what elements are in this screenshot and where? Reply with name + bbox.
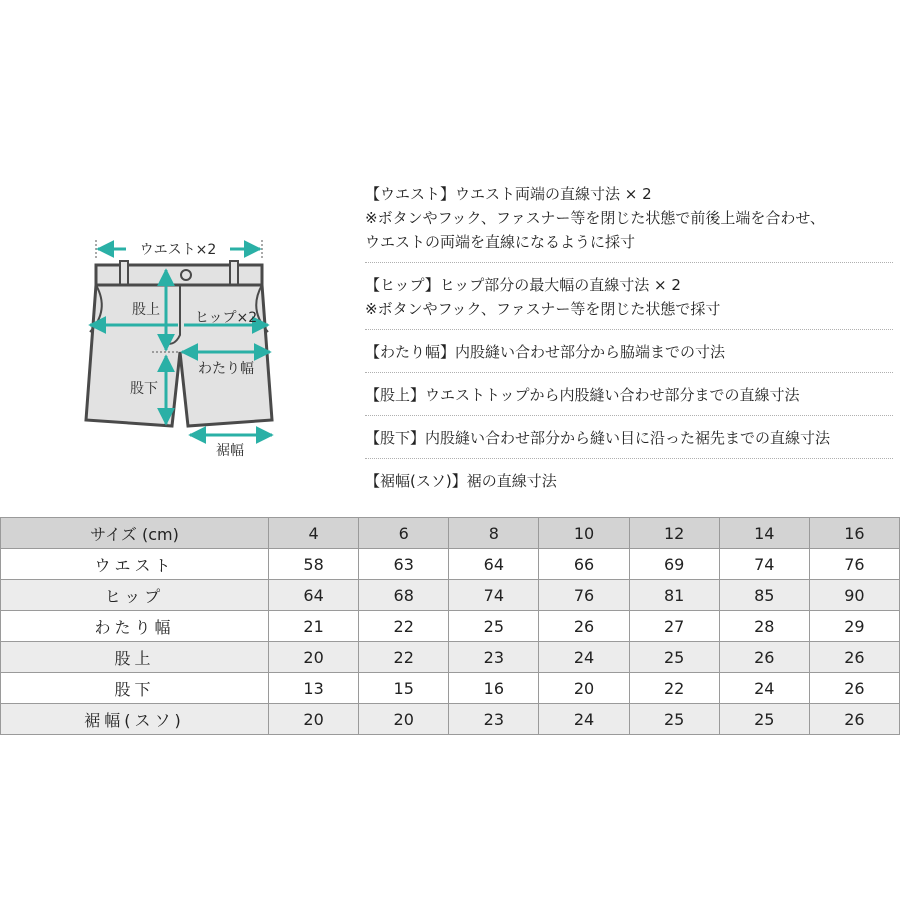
table-cell: 23 xyxy=(449,704,539,735)
header-cell: 8 xyxy=(449,518,539,549)
table-cell: 68 xyxy=(359,580,449,611)
table-cell: 13 xyxy=(269,673,359,704)
table-cell: 64 xyxy=(269,580,359,611)
table-cell: 29 xyxy=(809,611,899,642)
table-cell: 21 xyxy=(269,611,359,642)
table-cell: 20 xyxy=(539,673,629,704)
table-cell: 76 xyxy=(809,549,899,580)
row-label: わたり幅 xyxy=(1,611,269,642)
table-cell: 24 xyxy=(539,642,629,673)
table-row xyxy=(1,704,900,735)
row-label: 股上 xyxy=(1,642,269,673)
note-line: 【ウエスト】ウエスト両端の直線寸法 × 2 xyxy=(365,185,652,203)
table-cell: 64 xyxy=(449,549,539,580)
hem-label: 裾幅 xyxy=(216,443,244,459)
table-row xyxy=(1,580,900,611)
button-icon xyxy=(181,270,191,280)
note-waist xyxy=(365,180,893,263)
row-label: ヒップ xyxy=(1,580,269,611)
table-cell: 76 xyxy=(539,580,629,611)
table-cell: 20 xyxy=(269,704,359,735)
table-cell: 20 xyxy=(359,704,449,735)
table-cell: 20 xyxy=(269,642,359,673)
hip-label: ヒップ×2 xyxy=(194,310,258,326)
table-header-row xyxy=(1,518,900,549)
note-inseam xyxy=(365,424,893,459)
header-cell: サイズ (cm) xyxy=(1,518,269,549)
shorts-measurement-diagram xyxy=(70,230,290,470)
table-cell: 25 xyxy=(719,704,809,735)
table-cell: 74 xyxy=(449,580,539,611)
header-cell: 6 xyxy=(359,518,449,549)
table-cell: 26 xyxy=(539,611,629,642)
inseam-label: 股下 xyxy=(130,381,158,397)
table-cell: 27 xyxy=(629,611,719,642)
note-line: 【ヒップ】ヒップ部分の最大幅の直線寸法 × 2 xyxy=(365,276,681,294)
table-cell: 69 xyxy=(629,549,719,580)
row-label: 股下 xyxy=(1,673,269,704)
table-row xyxy=(1,673,900,704)
table-cell: 58 xyxy=(269,549,359,580)
note-rise xyxy=(365,381,893,416)
table-cell: 63 xyxy=(359,549,449,580)
header-cell: 12 xyxy=(629,518,719,549)
note-hem xyxy=(365,467,893,501)
table-cell: 81 xyxy=(629,580,719,611)
table-cell: 24 xyxy=(539,704,629,735)
note-line: 【わたり幅】内股縫い合わせ部分から脇端までの寸法 xyxy=(365,343,726,361)
note-hip xyxy=(365,271,893,330)
table-cell: 26 xyxy=(719,642,809,673)
waist-label: ウエスト×2 xyxy=(139,242,217,258)
note-thigh xyxy=(365,338,893,373)
header-cell: 16 xyxy=(809,518,899,549)
shorts-illustration xyxy=(70,230,290,470)
table-cell: 25 xyxy=(629,704,719,735)
table-cell: 16 xyxy=(449,673,539,704)
table-cell: 28 xyxy=(719,611,809,642)
table-cell: 85 xyxy=(719,580,809,611)
header-cell: 10 xyxy=(539,518,629,549)
table-cell: 24 xyxy=(719,673,809,704)
table-cell: 26 xyxy=(809,673,899,704)
note-line: ※ボタンやフック、ファスナー等を閉じた状態で採寸 xyxy=(365,300,721,318)
note-line: ※ボタンやフック、ファスナー等を閉じた状態で前後上端を合わせ、 xyxy=(365,209,825,227)
size-table xyxy=(0,517,900,735)
note-line: 【股上】ウエストトップから内股縫い合わせ部分までの直線寸法 xyxy=(365,386,800,404)
table-row xyxy=(1,611,900,642)
table-cell: 25 xyxy=(629,642,719,673)
rise-label: 股上 xyxy=(132,302,160,318)
row-label: 裾幅(スソ) xyxy=(1,704,269,735)
table-cell: 22 xyxy=(359,642,449,673)
table-cell: 74 xyxy=(719,549,809,580)
table-cell: 26 xyxy=(809,642,899,673)
table-cell: 22 xyxy=(629,673,719,704)
note-line: 【股下】内股縫い合わせ部分から縫い目に沿った裾先までの直線寸法 xyxy=(365,429,831,447)
table-cell: 90 xyxy=(809,580,899,611)
header-cell: 14 xyxy=(719,518,809,549)
thigh-label: わたり幅 xyxy=(198,361,254,377)
header-cell: 4 xyxy=(269,518,359,549)
table-cell: 26 xyxy=(809,704,899,735)
note-line: 【裾幅(スソ)】裾の直線寸法 xyxy=(365,472,557,490)
table-cell: 25 xyxy=(449,611,539,642)
table-cell: 23 xyxy=(449,642,539,673)
table-cell: 22 xyxy=(359,611,449,642)
table-row xyxy=(1,642,900,673)
note-line: ウエストの両端を直線になるように採寸 xyxy=(365,233,636,251)
measurement-notes xyxy=(365,180,893,509)
table-cell: 66 xyxy=(539,549,629,580)
table-cell: 15 xyxy=(359,673,449,704)
table-row xyxy=(1,549,900,580)
row-label: ウエスト xyxy=(1,549,269,580)
